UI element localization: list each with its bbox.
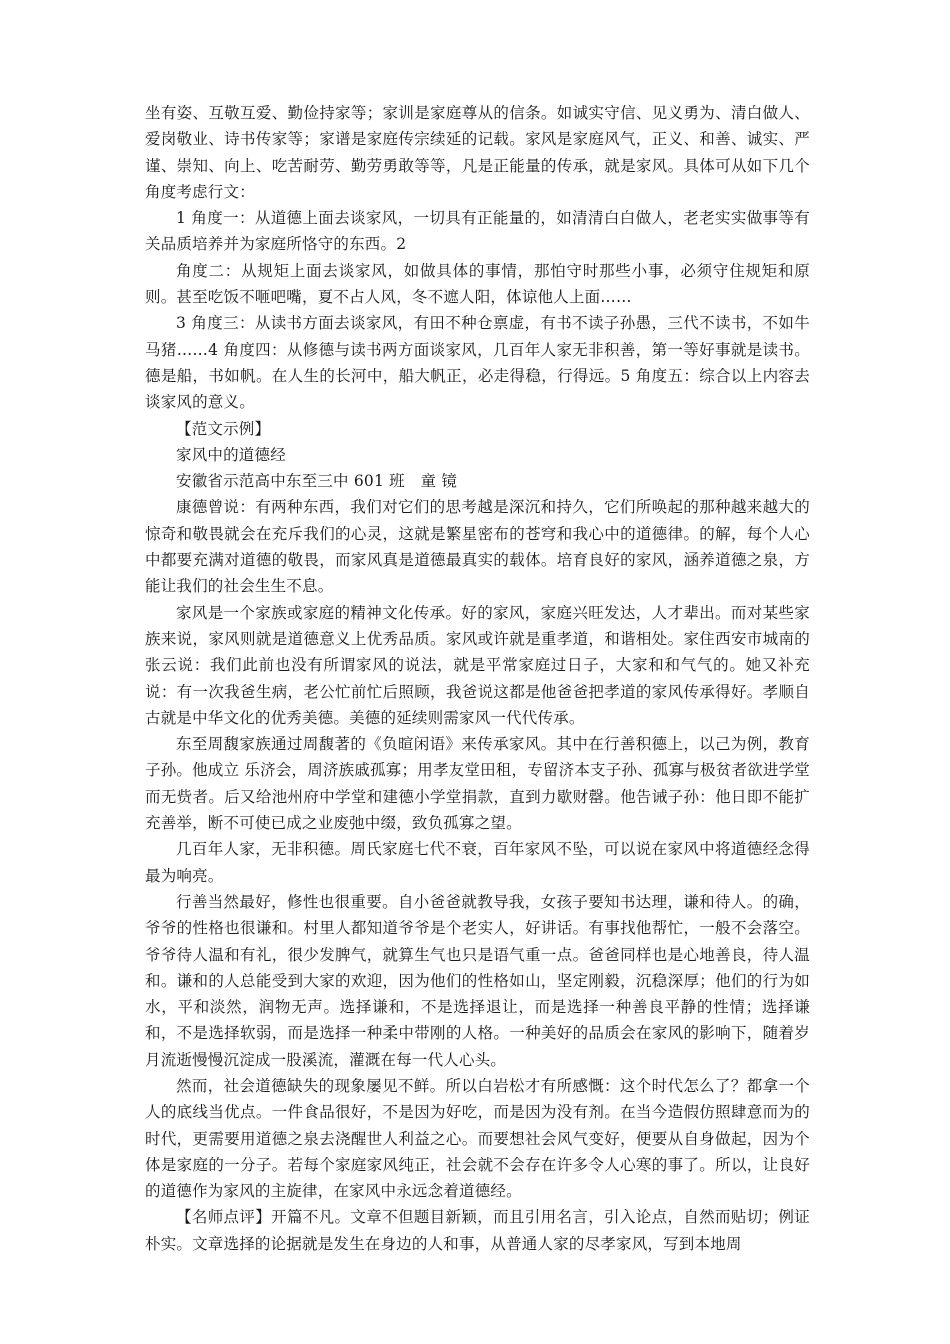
- paragraph-1: 坐有姿、互敬互爱、勤俭持家等；家训是家庭尊从的信条。如诚实守信、见义勇为、清白做人、爱岗敬业、诗书传家等；家谱是家庭传宗续延的记载。家风是家庭风气，正义、和善、诚实、严谨、崇知、向上、吃苦耐劳、勤劳勇敢等等，凡是正能量的传承，就是家风。具体可从如下几个角度考虑行文：: [145, 104, 810, 201]
- paragraph-4: 3 角度三：从读书方面去谈家风，有田不种仓禀虚，有书不读子孙愚，三代不读书，不如牛马猪……4 角度四：从修德与读书两方面谈家风，几百年人家无非积善，第一等好事就是读书。德是船，书如帆。在人生的长河中，船大帆正，必走得稳，行得远。5 角度五：综合以上内容去谈家风的意义。: [145, 314, 810, 412]
- document-body: [145, 100, 810, 1257]
- paragraph-9: 家风是一个家族或家庭的精神文化传承。好的家风，家庭兴旺发达，人才辈出。而对某些家族来说，家风则就是道德意义上优秀品质。家风或许就是重孝道，和谐相处。家住西安市城南的张云说：我们此前也没有所谓家风的说法，就是平常家庭过日子，大家和和气气的。她又补充说：有一次我爸生病，老公忙前忙后照顾，我爸说这都是他爸爸把孝道的家风传承得好。孝顺自古就是中华文化的优秀美德。美德的延续则需家风一代代传承。: [145, 603, 810, 727]
- paragraph-2: 1 角度一：从道德上面去谈家风，一切具有正能量的，如清清白白做人，老老实实做事等有关品质培养并为家庭所恪守的东西。2: [145, 209, 810, 254]
- teacher-comment: 【名师点评】开篇不凡。文章不但题目新颖，而且引用名言，引入论点，自然而贴切；例证朴实。文章选择的论据就是发生在身边的人和事，从普通人家的尽孝家风，写到本地周: [145, 1208, 810, 1253]
- essay-title: 家风中的道德经: [176, 445, 286, 464]
- paragraph-11: 几百年人家，无非积德。周氏家庭七代不衰，百年家风不坠，可以说在家风中将道德经念得最为响亮。: [145, 840, 810, 885]
- paragraph-3: 角度二：从规矩上面去谈家风，如做具体的事情，那怕守时那些小事，必须守住规矩和原则。甚至吃饭不咂吧嘴，夏不占人风，冬不遮人阳，体谅他人上面……: [145, 261, 810, 307]
- paragraph-10: 东至周馥家族通过周馥著的《负暄闲语》来传承家风。其中在行善积德上，以己为例，教育子孙。他成立 乐济会，周济族戚孤寡；用孝友堂田租，专留济本支子孙、孤寡与极贫者欲进学堂而无赀者。后又给池州府中学堂和建德小学堂捐款，直到力歇财罄。他告诫子孙：他日即不能扩充善举，断不可使已成之业废弛中缀，致负孤寡之望。: [145, 735, 810, 833]
- paragraph-8: 康德曾说：有两种东西，我们对它们的思考越是深沉和持久，它们所唤起的那种越来越大的惊奇和敬畏就会在充斥我们的心灵，这就是繁星密布的苍穹和我心中的道德律。的解，每个人心中都要充满对道德的敬畏，而家风真是道德最真实的载体。培育良好的家风，涵养道德之泉，方能让我们的社会生生不息。: [145, 498, 810, 596]
- essay-author: 安徽省示范高中东至三中 601 班 童 镜: [176, 472, 458, 491]
- section-heading-example: 【范文示例】: [176, 419, 271, 438]
- paragraph-12: 行善当然最好，修性也很重要。自小爸爸就教导我，女孩子要知书达理，谦和待人。的确，爷爷的性格也很谦和。村里人都知道爷爷是个老实人，好讲话。有事找他帮忙，一般不会落空。爷爷待人温和有礼，很少发脾气，就算生气也只是语气重一点。爸爸同样也是心地善良，待人温和。谦和的人总能受到大家的欢迎，因为他们的性格如山，坚定刚毅，沉稳深厚；他们的行为如水，平和淡然，润物无声。选择谦和，不是选择退让，而是选择一种善良平静的性情；选择谦和，不是选择软弱，而是选择一种柔中带刚的人格。一种美好的品质会在家风的影响下，随着岁月流逝慢慢沉淀成一股溪流，灌溉在每一代人心头。: [145, 892, 810, 1069]
- paragraph-13: 然而，社会道德缺失的现象屡见不鲜。所以白岩松才有所感慨：这个时代怎么了？都拿一个人的底线当优点。一件食品很好，不是因为好吃，而是因为没有剂。在当今造假仿照肆意而为的时代，更需要用道德之泉去浇醒世人利益之心。而要想社会风气变好，便要从自身做起，因为个体是家庭的一分子。若每个家庭家风纯正，社会就不会存在许多令人心寒的事了。所以，让良好的道德作为家风的主旋律，在家风中永远念着道德经。: [145, 1076, 810, 1201]
